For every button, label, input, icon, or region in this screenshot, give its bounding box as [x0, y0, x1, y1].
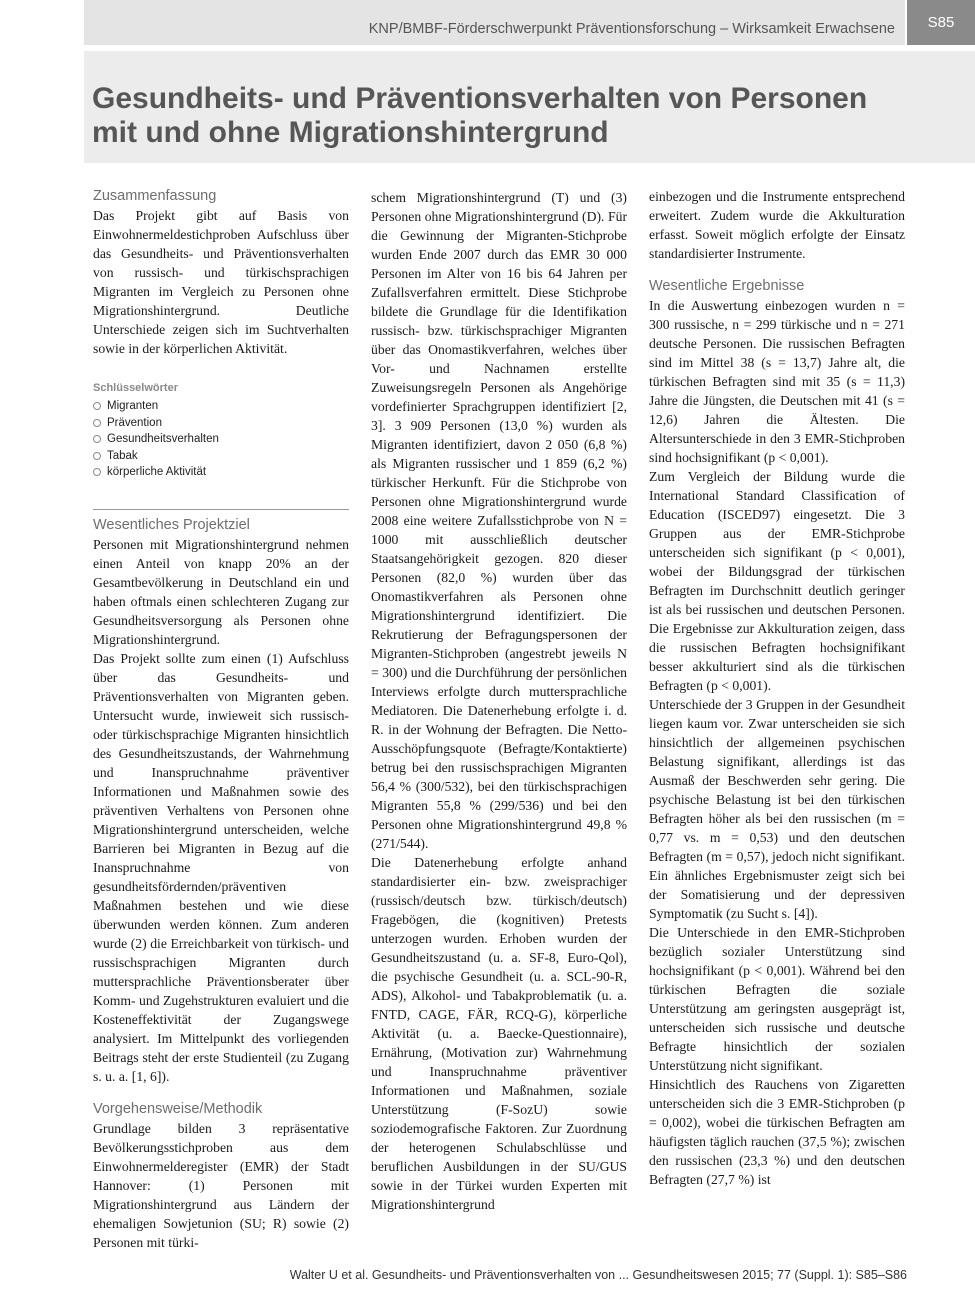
- method-paragraph-continued: schem Migrationshintergrund (T) und (3) Personen ohne Migrationshintergrund (D). Für die Gewinnung der Migranten-Stichprobe wurden Ende 2007 durch das EMR 30 000 Personen im Alter von 16 bis 64 Jahren per Zufallsverfahren ermittelt. Diese Stichprobe bildete die Grundlage für die Identifikation russisch- bzw. türkischsprachiger Migranten über das Onomastikverfahren, welches über Vor- und Nachnamen erstellte Zuweisungsregeln Personen als Angehörige vordefinierter Sprachgruppen identifiziert [2, 3]. 3 909 Personen (13,0 %) wurden als Migranten identifiziert, davon 2 050 (6,8 %) als Migranten russischer und 1 859 (6,2 %) türkischer Herkunft. Für die Stichprobe von Personen ohne Migrationshintergrund wurde 2008 eine weitere Zufallsstichprobe von N = 1000 mit ausschließlich deutscher Staatsangehörigkeit gezogen. 820 dieser Personen (82,0 %) wurden über das Onomastikverfahren als Personen ohne Migrationshintergrund identifiziert. Die Rekrutierung der Befragungspersonen der Migranten-Stichproben (angestrebt jeweils N = 300) und die Durchführung der persönlichen Interviews erfolgte durch muttersprachliche Mediatoren. Die Datenerhebung erfolgte i. d. R. in der Wohnung der Befragten. Die Netto-Ausschöpfungsquote (Befragte/Kontaktierte) betrug bei den russischsprachigen Migranten 56,4 % (300/532), bei den türkischsprachigen Migranten 55,8 % (299/536) und bei den Personen ohne Migrationshintergrund 49,8 % (271/544).: [371, 190, 627, 851]
- summary-heading: Zusammenfassung: [93, 188, 217, 204]
- footer-citation: Walter U et al. Gesundheits- und Präventionsverhalten von ... Gesundheitswesen 2015; 77 (Suppl. 1): S85–S86: [289, 1268, 907, 1282]
- column-1: [93, 187, 349, 1252]
- article-title-line-2: mit und ohne Migrationshintergrund: [92, 116, 609, 149]
- goal-paragraph-1: Personen mit Migrationshintergrund nehmen einen Anteil von knapp 20% an der Gesamtbevölkerung in Deutschland ein und haben oftmals einen schlechteren Zugang zur Gesundheitsversorgung als Personen ohne Migrationshintergrund.: [93, 536, 349, 647]
- bullet-icon: [93, 468, 101, 476]
- results-paragraph-1: In die Auswertung einbezogen wurden n = 300 russische, n = 299 türkische und n = 271 deutsche Personen. Die russischen Befragten sind im Mittel 38 (s = 13,7) Jahre alt, die türkischen Befragten sind mit 35 (s = 11,3) Jahre die Jüngsten, die Deutschen mit 41 (s = 12,6) Jahren die Ältesten. Die Altersunterschiede in den 3 EMR-Stichproben sind hochsignifikant (p < 0,001).: [649, 298, 905, 465]
- goal-heading: Wesentliches Projektziel: [93, 516, 250, 533]
- keyword-label: Migranten: [107, 400, 159, 412]
- results-paragraph-3: Unterschiede der 3 Gruppen in der Gesundheit liegen kaum vor. Zwar unterscheiden sie sich hinsichtlich der allgemeinen psychischen Belastung signifikant, allerdings ist das Ausmaß der Beschwerden sehr gering. Die psychische Belastung ist bei den türkischen Befragten höher als bei den russischen (m = 0,77 vs. m = 0,53) und den deutschen Befragten (m = 0,57), jedoch nicht signifikant. Ein ähnliches Ergebnismuster zeigt sich bei der Somatisierung und der depressiven Symptomatik (zu Sucht s. [4]).: [649, 697, 905, 921]
- section-divider: [93, 509, 349, 510]
- goal-paragraph-2: Das Projekt sollte zum einen (1) Aufschluss über das Gesundheits- und Präventionsverhalten von Migranten geben. Untersucht wurde, inwieweit sich russisch- oder türkischsprachige Migranten hinsichtlich des Gesundheitszustands, der Wahrnehmung und Inanspruchnahme präventiver Informationen und Maßnahmen sowie des präventiven Verhaltens von Personen ohne Migrationshintergrund unterscheiden, welche Barrieren bei Migranten in Bezug auf die Inanspruchnahme von gesundheitsfördernden/präventiven Maßnahmen bestehen und wie diese überwunden werden können. Zum anderen wurde (2) die Erreichbarkeit von türkisch- und russischsprachigen Migranten durch muttersprachliche Präventionsberater über Komm- und Zugehstrukturen evaluiert und die Kosteneffektivität der Zugangswege analysiert. Im Mittelpunkt des vorliegenden Beitrags steht der erste Studienteil (zu Zugang s. u. a. [1, 6]).: [93, 650, 349, 1084]
- page-number: S85: [907, 0, 975, 45]
- method-paragraph-end: einbezogen und die Instrumente entsprechend erweitert. Zudem wurde die Akkulturation erfasst. Soweit möglich erfolgte der Einsatz standardisierter Instrumente.: [649, 189, 905, 261]
- results-paragraph-4: Die Unterschiede in den EMR-Stichproben bezüglich sozialer Unterstützung sind hochsignifikant (p < 0,001). Während bei den türkischen Befragten die soziale Unterstützung am geringsten ausgeprägt ist, unterscheiden sich russische und deutsche Befragte hinsichtlich der sozialen Unterstützung nicht signifikant.: [649, 925, 905, 1073]
- article-title-line-1: Gesundheits- und Präventionsverhalten von Personen: [92, 82, 868, 115]
- keyword-label: Prävention: [107, 416, 162, 429]
- bullet-icon: [93, 435, 101, 443]
- results-heading: Wesentliche Ergebnisse: [649, 278, 805, 294]
- running-header: [84, 0, 905, 45]
- keyword-item: [93, 415, 349, 432]
- bullet-icon: [93, 419, 101, 427]
- column-3: [649, 187, 905, 1189]
- keyword-label: Gesundheitsverhalten: [107, 433, 219, 445]
- results-paragraph-5: Hinsichtlich des Rauchens von Zigaretten unterscheiden sich die 3 EMR-Stichproben (p = 0,002), wobei die türkischen Befragten am häufigsten täglich rauchen (37,5 %); zwischen den russischen (23,3 %) und den deutschen Befragten (27,7 %) ist: [649, 1077, 905, 1187]
- keyword-item: [93, 398, 349, 415]
- column-2: [371, 188, 627, 1214]
- bullet-icon: [93, 402, 101, 410]
- article-title: [92, 82, 867, 150]
- running-title: KNP/BMBF-Förderschwerpunkt Präventionsforschung – Wirksamkeit Erwachsene: [368, 21, 895, 37]
- keyword-item: [93, 464, 349, 481]
- bullet-icon: [93, 452, 101, 460]
- keyword-label: Tabak: [107, 449, 138, 462]
- keywords-heading: Schlüsselwörter: [93, 382, 178, 394]
- method-paragraph-2: Die Datenerhebung erfolgte anhand standardisierter ein- bzw. zweisprachiger (russisch/deutsch bzw. türkisch/deutsch) Fragebögen, die (kognitiven) Pretests unterzogen wurden. Erhoben wurden der Gesundheitszustand (u. a. SF-8, Euro-Qol), die psychische Gesundheit (u. a. SCL-90-R, ADS), Alkohol- und Tabakproblematik (u. a. FNTD, CAGE, FÄR, RCQ-G), körperliche Aktivität (u. a. Baecke-Questionnaire), Ernährung, (Motivation zur) Wahrnehmung und Inanspruchnahme präventiver Informationen und Maßnahmen, soziale Unterstützung (F-SozU) sowie soziodemografische Faktoren. Zur Zuordnung der heterogenen Schulabschlüsse und beruflichen Ausbildungen in der SU/GUS sowie in der Türkei wurden Experten mit Migrationshintergrund: [371, 855, 627, 1212]
- method-paragraph: Grundlage bilden 3 repräsentative Bevölkerungsstichproben aus dem Einwohnermelderegister (EMR) der Stadt Hannover: (1) Personen mit Migrationshintergrund aus Ländern der ehemaligen Sowjetunion (SU; R) sowie (2) Personen mit türki-: [93, 1120, 349, 1250]
- results-paragraph-2: Zum Vergleich der Bildung wurde die International Standard Classification of Education (ISCED97) eingesetzt. Die 3 Gruppen aus der EMR-Stichprobe unterscheiden sich signifikant (p < 0,001), wobei der Bildungsgrad der türkischen Befragten im Durchschnitt deutlich geringer ist als bei russischen und deutschen Personen. Die Ergebnisse zur Akkulturation zeigen, dass die russischen Befragten hochsignifikant besser akkulturiert sind als die türkischen Befragten (p < 0,001).: [649, 469, 905, 693]
- keyword-item: [93, 431, 349, 448]
- method-heading: Vorgehensweise/Methodik: [93, 1100, 263, 1117]
- summary-text: Das Projekt gibt auf Basis von Einwohnermeldestichproben Aufschluss über das Gesundheits- und Präventionsverhalten von russisch- und türkischsprachigen Migranten im Vergleich zu Personen ohne Migrationshintergrund. Deutliche Unterschiede zeigen sich im Suchtverhalten sowie in der körperlichen Aktivität.: [93, 208, 349, 356]
- keyword-label: körperliche Aktivität: [107, 466, 207, 478]
- keyword-list: [93, 398, 349, 481]
- keyword-item: [93, 448, 349, 465]
- title-band: [84, 51, 975, 163]
